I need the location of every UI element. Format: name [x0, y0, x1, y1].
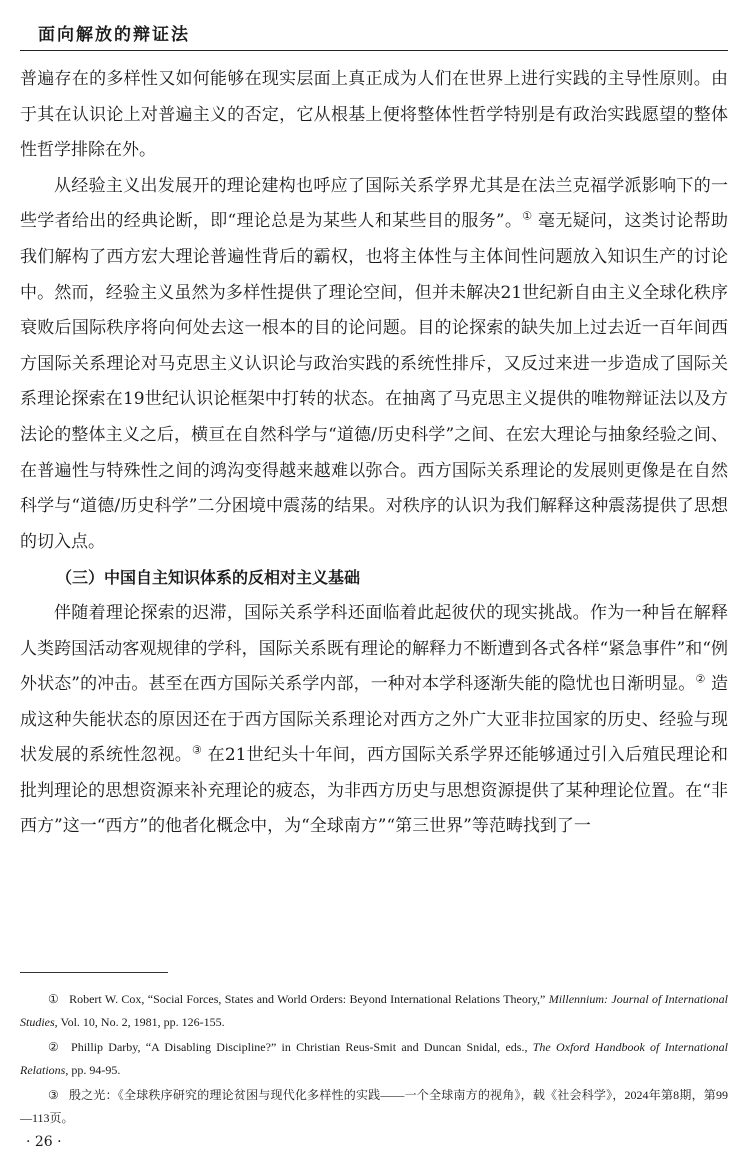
- text-run: , Vol. 10, No. 2, 1981, pp. 126-155.: [54, 1014, 225, 1029]
- footnote-number: ②: [48, 1040, 62, 1054]
- paragraphs-after-heading: [20, 596, 728, 845]
- footnote: [20, 988, 728, 1033]
- paragraph: [20, 169, 728, 561]
- paragraph: [20, 596, 728, 845]
- footnote-number: ①: [48, 992, 60, 1006]
- footnote-number: ③: [48, 1088, 59, 1102]
- main-body: [20, 62, 728, 845]
- footnote-marker[interactable]: ②: [695, 672, 706, 686]
- text-run: Robert W. Cox, “Social Forces, States and World Orders: Beyond International Relations Theory,”: [69, 992, 549, 1006]
- footnote: [20, 1084, 728, 1129]
- running-header: [20, 16, 728, 51]
- footnotes: [20, 988, 728, 1132]
- running-header-title: 面向解放的辩证法: [38, 25, 190, 45]
- footnote: [20, 1036, 728, 1081]
- text-run: 殷之光：《全球秩序研究的理论贫困与现代化多样性的实践——一个全球南方的视角》，载《社会科学》，2024年第8期，第99—113页。: [20, 1088, 728, 1125]
- text-run: 从经验主义出发展开的理论建构也呼应了国际关系学界尤其是在法兰克福学派影响下的一些学者给出的经典论断，即“理论总是为某些人和某些目的服务”。: [20, 175, 728, 232]
- italic-title: Millennium: Journal of International Studies: [20, 992, 729, 1029]
- text-run: 造成这种失能状态的原因还在于西方国际关系理论对西方之外广大亚非拉国家的历史、经验与现状发展的系统性忽视。: [20, 674, 728, 766]
- text-run: 毫无疑问，这类讨论帮助我们解构了西方宏大理论普遍性背后的霸权，也将主体性与主体间性问题放入知识生产的讨论中。然而，经验主义虽然为多样性提供了理论空间，但并未解决21世纪新自由主义全球化秩序衰败后国际秩序将向何处去这一根本的目的论问题。目的论探索的缺失加上过去近一百年间西方国际关系理论对马克思主义认识论与政治实践的系统性排斥，又反过来进一步造成了国际关系理论探索在19世纪认识论框架中打转的状态。在抽离了马克思主义提供的唯物辩证法以及方法论的整体主义之后，横亘在自然科学与“道德/历史科学”之间、在宏大理论与抽象经验之间、在普遍性与特殊性之间的鸿沟变得越来越难以弥合。西方国际关系理论的发展则更像是在自然科学与“道德/历史科学”二分困境中震荡的结果。对秩序的认识为我们解释这种震荡提供了思想的切入点。: [20, 211, 728, 552]
- text-run: 在21世纪头十年间，西方国际关系学界还能够通过引入后殖民理论和批判理论的思想资源来补充理论的疲态，为非西方历史与思想资源提供了某种理论位置。在“非西方”这一“西方”的他者化概念中，为“全球南方”“第三世界”等范畴找到了一: [20, 745, 728, 837]
- footnote-marker[interactable]: ①: [522, 209, 533, 223]
- text-run: , pp. 94-95.: [65, 1062, 121, 1077]
- text-run: 伴随着理论探索的迟滞，国际关系学科还面临着此起彼伏的现实挑战。作为一种旨在解释人类跨国活动客观规律的学科，国际关系既有理论的解释力不断遭到各式各样“紧急事件”和“例外状态”的冲击。甚至在西方国际关系学内部，一种对本学科逐渐失能的隐忧也日渐明显。: [20, 602, 728, 695]
- paragraph: [20, 62, 728, 169]
- italic-title: The Oxford Handbook of International Relations: [20, 1040, 728, 1077]
- footnote-marker[interactable]: ③: [191, 743, 203, 757]
- page-number: · 26 ·: [26, 1134, 62, 1150]
- footnote-separator: [20, 972, 168, 973]
- text-run: Phillip Darby, “A Disabling Discipline?” in Christian Reus-Smit and Duncan Snidal, eds.,: [71, 1040, 533, 1054]
- section-heading: （三）中国自主知识体系的反相对主义基础: [56, 568, 361, 588]
- text-run: 普遍存在的多样性又如何能够在现实层面上真正成为人们在世界上进行实践的主导性原则。由于其在认识论上对普遍主义的否定，它从根基上便将整体性哲学特别是有政治实践愿望的整体性哲学排除在外。: [20, 69, 728, 161]
- paragraphs-before-heading: [20, 62, 728, 560]
